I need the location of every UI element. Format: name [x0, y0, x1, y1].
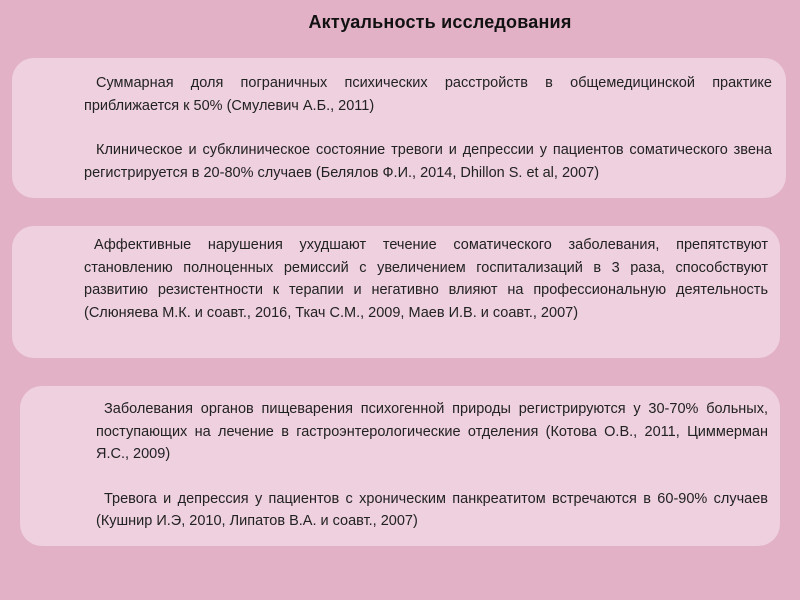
paragraph-anxiety-depression-rate: Клиническое и субклиническое состояние тревоги и депрессии у пациентов соматического звена регистрируется в 20-80% случаев (Белялов Ф.И., 2014, Dhillon S. et al, 2007)	[84, 142, 772, 181]
paragraph-borderline-disorders: Суммарная доля пограничных психических расстройств в общемедицинской практике приближается к 50% (Смулевич А.Б., 2011)	[84, 75, 772, 114]
paragraph-pancreatitis: Тревога и депрессия у пациентов с хроническим панкреатитом встречаются в 60-90% случаев (Кушнир И.Э, 2010, Липатов В.А. и соавт., 2007)	[96, 490, 768, 529]
paragraph-digestive-diseases: Заболевания органов пищеварения психогенной природы регистрируются у 30-70% больных, поступающих на лечение в гастроэнтерологические отделения (Котова О.В., 2011, Циммерман Я.С., 2009)	[96, 401, 768, 462]
slide-title: Актуальность исследования	[308, 12, 572, 32]
text-card-prevalence	[12, 58, 786, 198]
text-card-affective-impact	[12, 226, 780, 358]
text-card-gastro	[20, 386, 780, 546]
paragraph-affective-disorders: Аффективные нарушения ухудшают течение соматического заболевания, препятствуют становлению полноценных ремиссий с увеличением госпитализаций в 3 раза, способствуют развитию резистентности к терапии и негативно влияют на профессиональную деятельность (Слюняева М.К. и соавт., 2016, Ткач С.М., 2009, Маев И.В. и соавт., 2007)	[84, 237, 768, 321]
